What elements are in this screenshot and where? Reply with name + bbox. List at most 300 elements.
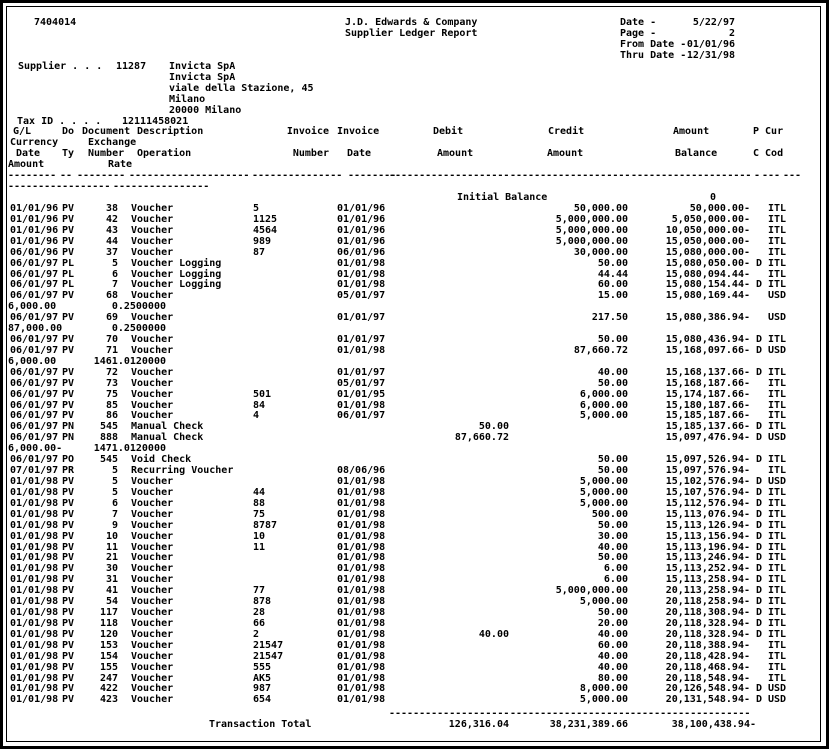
amount-balance: 15,097,576.94- bbox=[665, 465, 750, 477]
document-type: PV bbox=[62, 476, 75, 487]
document-type: PV bbox=[62, 639, 75, 651]
currency-code: ITL bbox=[768, 410, 787, 422]
document-type: PV bbox=[62, 563, 75, 575]
from-date-value: 01/01/96 bbox=[686, 39, 735, 50]
invoice-date: 01/01/96 bbox=[337, 203, 386, 214]
amount-balance: 15,113,126.94- bbox=[665, 519, 750, 531]
document-number: 73 bbox=[105, 377, 118, 389]
ledger-row bbox=[0, 269, 829, 280]
ledger-exchange-row bbox=[0, 356, 829, 367]
description: Voucher bbox=[131, 585, 174, 597]
document-type: PV bbox=[62, 530, 75, 542]
column-header-line-3 bbox=[0, 148, 829, 159]
invoice-number: 77 bbox=[253, 585, 266, 597]
description: Voucher bbox=[131, 563, 174, 575]
gl-date: 01/01/98 bbox=[10, 508, 59, 520]
invoice-number: 5 bbox=[253, 203, 260, 214]
gl-date: 06/01/97 bbox=[10, 410, 59, 422]
gl-date: 06/01/97 bbox=[10, 421, 59, 433]
exchange-rate: 1471.0120000 bbox=[93, 443, 166, 455]
description: Voucher bbox=[131, 639, 174, 651]
thru-date-value: 12/31/98 bbox=[686, 50, 735, 61]
document-number: 44 bbox=[105, 235, 118, 247]
ruler-segment: -------------------- bbox=[510, 708, 631, 719]
invoice-number: 4 bbox=[253, 410, 260, 422]
description: Voucher bbox=[131, 672, 174, 684]
document-type: PN bbox=[62, 432, 75, 444]
currency-code: ITL bbox=[768, 672, 787, 684]
invoice-number: 11 bbox=[253, 541, 266, 553]
invoice-date: 01/01/96 bbox=[337, 235, 386, 247]
invoice-date: 08/06/96 bbox=[337, 465, 386, 477]
ledger-row bbox=[0, 432, 829, 443]
description: Voucher bbox=[131, 399, 174, 411]
invoice-date: 01/01/98 bbox=[337, 596, 386, 608]
amount-balance: 15,080,050.00- bbox=[665, 257, 750, 269]
amount-balance: 50,000.00- bbox=[689, 203, 750, 214]
currency-code: USD bbox=[768, 694, 787, 706]
credit-amount: 44.44 bbox=[597, 268, 628, 280]
document-type: PL bbox=[62, 279, 75, 291]
amount-balance: 20,126,548.94- bbox=[665, 683, 750, 695]
currency-code: ITL bbox=[768, 508, 787, 520]
ledger-row bbox=[0, 694, 829, 705]
page-label: Page - bbox=[620, 28, 657, 39]
ledger-exchange-row bbox=[0, 323, 829, 334]
description: Voucher bbox=[131, 650, 174, 662]
amount-balance: 5,050,000.00- bbox=[671, 213, 750, 225]
credit-amount: 500.00 bbox=[591, 508, 628, 520]
currency-code: ITL bbox=[768, 213, 787, 225]
ruler-segment: ---------------- bbox=[113, 181, 210, 192]
document-number: 69 bbox=[105, 312, 118, 324]
col-p-cur: P Cur bbox=[753, 126, 784, 137]
description: Voucher bbox=[131, 410, 174, 422]
amount-balance: 20,118,328.94- bbox=[665, 617, 750, 629]
description: Voucher bbox=[131, 497, 174, 509]
invoice-number: 987 bbox=[253, 683, 272, 695]
invoice-date: 01/01/98 bbox=[337, 268, 386, 280]
col-invoice-date: Invoice bbox=[337, 126, 380, 137]
credit-amount: 80.00 bbox=[597, 672, 628, 684]
amount-balance: 15,050,000.00- bbox=[665, 235, 750, 247]
credit-amount: 20.00 bbox=[597, 617, 628, 629]
document-number: 85 bbox=[105, 399, 118, 411]
description: Voucher Logging bbox=[131, 257, 222, 269]
amount-balance: 15,097,526.94- bbox=[665, 454, 750, 466]
credit-amount: 50.00 bbox=[597, 465, 628, 477]
currency-amount: 6,000.00 bbox=[8, 301, 57, 313]
col-currency-amount: Amount bbox=[8, 159, 45, 170]
document-number: 6 bbox=[111, 268, 118, 280]
invoice-number: 4564 bbox=[253, 224, 278, 236]
report-id: 7404014 bbox=[34, 17, 77, 28]
exchange-rate: 0.2500000 bbox=[111, 323, 166, 335]
page-value: 2 bbox=[728, 28, 735, 39]
currency-code: USD bbox=[768, 312, 787, 324]
col-currency: Currency bbox=[10, 137, 59, 148]
ledger-row bbox=[0, 214, 829, 225]
document-number: 120 bbox=[99, 628, 118, 640]
document-type: PL bbox=[62, 268, 75, 280]
invoice-date: 01/01/98 bbox=[337, 683, 386, 695]
amount-balance: 20,118,468.94- bbox=[665, 661, 750, 673]
ledger-row bbox=[0, 389, 829, 400]
currency-code: ITL bbox=[768, 334, 787, 346]
amount-balance: 20,118,428.94- bbox=[665, 650, 750, 662]
document-type: PV bbox=[62, 486, 75, 498]
invoice-number: 501 bbox=[253, 388, 272, 400]
amount-balance: 15,113,156.94- bbox=[665, 530, 750, 542]
col-number: Number bbox=[88, 148, 125, 159]
supplier-name: Invicta SpA bbox=[169, 61, 236, 72]
pc-flag: D bbox=[756, 574, 763, 586]
invoice-number: 1125 bbox=[253, 213, 278, 225]
totals-ruler bbox=[0, 708, 829, 719]
invoice-date: 01/01/98 bbox=[337, 628, 386, 640]
ledger-exchange-row bbox=[0, 443, 829, 454]
credit-amount: 40.00 bbox=[597, 661, 628, 673]
gl-date: 06/01/97 bbox=[10, 257, 59, 269]
document-number: 37 bbox=[105, 246, 118, 258]
invoice-date: 01/01/98 bbox=[337, 661, 386, 673]
col-date: Date bbox=[16, 148, 41, 159]
currency-code: ITL bbox=[768, 257, 787, 269]
pc-flag: D bbox=[756, 497, 763, 509]
gl-date: 06/01/97 bbox=[10, 388, 59, 400]
gl-date: 01/01/98 bbox=[10, 596, 59, 608]
ledger-row bbox=[0, 410, 829, 421]
pc-flag: D bbox=[756, 334, 763, 346]
thru-date-label: Thru Date - bbox=[620, 50, 687, 61]
gl-date: 06/01/97 bbox=[10, 377, 59, 389]
document-number: 154 bbox=[99, 650, 118, 662]
column-header-line-2 bbox=[0, 137, 829, 148]
supplier-line bbox=[0, 61, 829, 72]
pc-flag: D bbox=[756, 344, 763, 356]
currency-code: USD bbox=[768, 476, 787, 487]
ledger-row bbox=[0, 662, 829, 673]
document-number: 43 bbox=[105, 224, 118, 236]
document-type: PV bbox=[62, 410, 75, 422]
gl-date: 06/01/97 bbox=[10, 344, 59, 356]
document-type: PV bbox=[62, 388, 75, 400]
currency-code: ITL bbox=[768, 246, 787, 258]
pc-flag: D bbox=[756, 607, 763, 619]
description: Manual Check bbox=[131, 432, 204, 444]
document-number: 38 bbox=[105, 203, 118, 214]
ruler-segment: -------- bbox=[77, 170, 126, 181]
description: Voucher bbox=[131, 552, 174, 564]
amount-balance: 15,080,094.44- bbox=[665, 268, 750, 280]
pc-flag: D bbox=[756, 508, 763, 520]
currency-code: ITL bbox=[768, 421, 787, 433]
supplier-address-3: Milano bbox=[169, 94, 206, 105]
description: Voucher bbox=[131, 661, 174, 673]
ledger-row bbox=[0, 258, 829, 269]
amount-balance: 15,168,097.66- bbox=[665, 344, 750, 356]
supplier-address-line bbox=[0, 72, 829, 83]
document-number: 5 bbox=[111, 257, 118, 269]
ledger-row bbox=[0, 651, 829, 662]
description: Voucher bbox=[131, 290, 174, 302]
description: Voucher bbox=[131, 224, 174, 236]
gl-date: 01/01/98 bbox=[10, 574, 59, 586]
invoice-date: 01/01/98 bbox=[337, 585, 386, 597]
description: Voucher bbox=[131, 246, 174, 258]
currency-code: ITL bbox=[768, 388, 787, 400]
description: Voucher bbox=[131, 203, 174, 214]
currency-code: ITL bbox=[768, 268, 787, 280]
initial-balance-line bbox=[0, 192, 829, 203]
document-type: PV bbox=[62, 617, 75, 629]
invoice-date: 01/01/98 bbox=[337, 497, 386, 509]
pc-flag: D bbox=[756, 366, 763, 378]
document-number: 7 bbox=[111, 508, 118, 520]
gl-date: 06/01/97 bbox=[10, 290, 59, 302]
document-number: 86 bbox=[105, 410, 118, 422]
col-description: Description bbox=[137, 126, 204, 137]
debit-amount: 50.00 bbox=[478, 421, 509, 433]
invoice-number: 654 bbox=[253, 694, 272, 706]
credit-amount: 8,000.00 bbox=[579, 683, 628, 695]
supplier-address-2: viale della Stazione, 45 bbox=[169, 83, 314, 94]
amount-balance: 20,118,328.94- bbox=[665, 628, 750, 640]
amount-balance: 10,050,000.00- bbox=[665, 224, 750, 236]
document-type: PV bbox=[62, 607, 75, 619]
credit-amount: 60.00 bbox=[597, 639, 628, 651]
ledger-row bbox=[0, 596, 829, 607]
invoice-number: 555 bbox=[253, 661, 272, 673]
pc-flag: D bbox=[756, 476, 763, 487]
description: Manual Check bbox=[131, 421, 204, 433]
ruler-segment: -------------------- bbox=[631, 170, 752, 181]
ledger-row bbox=[0, 542, 829, 553]
credit-amount: 217.50 bbox=[591, 312, 628, 324]
ledger-row bbox=[0, 498, 829, 509]
credit-amount: 50.00 bbox=[597, 377, 628, 389]
gl-date: 01/01/98 bbox=[10, 563, 59, 575]
invoice-number: 88 bbox=[253, 497, 266, 509]
pc-flag: D bbox=[756, 279, 763, 291]
amount-balance: 15,080,000.00- bbox=[665, 246, 750, 258]
currency-code: USD bbox=[768, 432, 787, 444]
credit-amount: 5,000.00 bbox=[579, 476, 628, 487]
currency-code: ITL bbox=[768, 541, 787, 553]
description: Voucher bbox=[131, 388, 174, 400]
report-title: Supplier Ledger Report bbox=[345, 28, 478, 39]
document-number: 422 bbox=[99, 683, 118, 695]
amount-balance: 20,118,258.94- bbox=[665, 596, 750, 608]
currency-amount: 87,000.00 bbox=[8, 323, 63, 335]
invoice-date: 05/01/97 bbox=[337, 377, 386, 389]
ledger-row bbox=[0, 247, 829, 258]
document-type: PV bbox=[62, 344, 75, 356]
document-type: PV bbox=[62, 683, 75, 695]
currency-code: ITL bbox=[768, 497, 787, 509]
transaction-total-line bbox=[0, 719, 829, 730]
column-header-line-4 bbox=[0, 159, 829, 170]
invoice-date: 01/01/98 bbox=[337, 399, 386, 411]
credit-amount: 40.00 bbox=[597, 541, 628, 553]
supplier-address-1: Invicta SpA bbox=[169, 72, 236, 83]
gl-date: 06/01/96 bbox=[10, 246, 59, 258]
currency-amount: 6,000.00- bbox=[8, 443, 63, 455]
currency-code: ITL bbox=[768, 519, 787, 531]
invoice-date: 01/01/97 bbox=[337, 312, 386, 324]
ruler-segment: --- bbox=[762, 170, 781, 181]
document-number: 247 bbox=[99, 672, 118, 684]
gl-date: 01/01/98 bbox=[10, 519, 59, 531]
document-type: PV bbox=[62, 213, 75, 225]
document-number: 41 bbox=[105, 585, 118, 597]
document-number: 888 bbox=[99, 432, 118, 444]
gl-date: 01/01/98 bbox=[10, 628, 59, 640]
invoice-date: 01/01/98 bbox=[337, 694, 386, 706]
ruler-segment: -------- bbox=[8, 170, 57, 181]
amount-balance: 15,113,076.94- bbox=[665, 508, 750, 520]
ledger-row bbox=[0, 585, 829, 596]
description: Voucher bbox=[131, 334, 174, 346]
ledger-row bbox=[0, 236, 829, 247]
pc-flag: D bbox=[756, 486, 763, 498]
description: Voucher bbox=[131, 344, 174, 356]
document-type: PV bbox=[62, 661, 75, 673]
document-number: 7 bbox=[111, 279, 118, 291]
gl-date: 06/01/97 bbox=[10, 366, 59, 378]
currency-code: USD bbox=[768, 344, 787, 356]
ledger-row bbox=[0, 476, 829, 487]
description: Voucher bbox=[131, 596, 174, 608]
amount-balance: 15,174,187.66- bbox=[665, 388, 750, 400]
credit-amount: 15.00 bbox=[597, 290, 628, 302]
ledger-row bbox=[0, 345, 829, 356]
currency-code: ITL bbox=[768, 563, 787, 575]
currency-code: ITL bbox=[768, 617, 787, 629]
document-type: PN bbox=[62, 421, 75, 433]
supplier-address-line bbox=[0, 105, 829, 116]
document-number: 9 bbox=[111, 519, 118, 531]
document-type: PV bbox=[62, 552, 75, 564]
document-type: PR bbox=[62, 465, 75, 477]
col-do: Do bbox=[62, 126, 75, 137]
document-number: 11 bbox=[105, 541, 118, 553]
amount-balance: 20,118,548.94- bbox=[665, 672, 750, 684]
report-header-line-3 bbox=[0, 39, 829, 50]
document-type: PV bbox=[62, 497, 75, 509]
invoice-number: AK5 bbox=[253, 672, 272, 684]
gl-date: 01/01/98 bbox=[10, 661, 59, 673]
amount-balance: 15,113,246.94- bbox=[665, 552, 750, 564]
description: Void Check bbox=[131, 454, 192, 466]
amount-balance: 20,118,388.94- bbox=[665, 639, 750, 651]
credit-amount: 5,000.00 bbox=[579, 486, 628, 498]
credit-amount: 5,000,000.00 bbox=[555, 235, 628, 247]
col-invoice-date-2: Date bbox=[347, 148, 372, 159]
ledger-row bbox=[0, 312, 829, 323]
col-gl: G/L bbox=[13, 126, 32, 137]
document-type: PV bbox=[62, 508, 75, 520]
document-type: PV bbox=[62, 694, 75, 706]
col-invoice-number: Invoice bbox=[286, 126, 329, 137]
currency-code: USD bbox=[768, 290, 787, 302]
document-number: 118 bbox=[99, 617, 118, 629]
invoice-date: 01/01/97 bbox=[337, 366, 386, 378]
gl-date: 01/01/96 bbox=[10, 203, 59, 214]
col-amount: Amount bbox=[673, 126, 710, 137]
col-debit: Debit bbox=[433, 126, 464, 137]
ruler-segment: -------------------- bbox=[630, 708, 751, 719]
currency-code: ITL bbox=[768, 486, 787, 498]
invoice-date: 01/01/98 bbox=[337, 563, 386, 575]
document-type: PV bbox=[62, 672, 75, 684]
ledger-row bbox=[0, 509, 829, 520]
col-operation: Operation bbox=[137, 148, 192, 159]
ledger-row bbox=[0, 618, 829, 629]
from-date-label: From Date - bbox=[620, 39, 687, 50]
col-invoice-number-2: Number bbox=[292, 148, 329, 159]
pc-flag: D bbox=[756, 519, 763, 531]
amount-balance: 15,185,187.66- bbox=[665, 410, 750, 422]
description: Voucher bbox=[131, 694, 174, 706]
credit-amount: 5,000,000.00 bbox=[555, 224, 628, 236]
description: Voucher Logging bbox=[131, 268, 222, 280]
initial-balance-value: 0 bbox=[710, 192, 717, 203]
pc-flag: D bbox=[756, 541, 763, 553]
gl-date: 06/01/97 bbox=[10, 268, 59, 280]
amount-balance: 15,102,576.94- bbox=[665, 476, 750, 487]
document-number: 153 bbox=[99, 639, 118, 651]
report-header-line-2 bbox=[0, 28, 829, 39]
currency-code: ITL bbox=[768, 585, 787, 597]
amount-balance: 15,080,169.44- bbox=[665, 290, 750, 302]
ruler-segment: -------------------- bbox=[510, 170, 631, 181]
document-number: 42 bbox=[105, 213, 118, 225]
document-number: 10 bbox=[105, 530, 118, 542]
transaction-total-label: Transaction Total bbox=[209, 719, 312, 730]
invoice-date: 05/01/97 bbox=[337, 290, 386, 302]
gl-date: 01/01/98 bbox=[10, 486, 59, 498]
invoice-date: 01/01/98 bbox=[337, 344, 386, 356]
currency-code: ITL bbox=[768, 574, 787, 586]
currency-code: ITL bbox=[768, 377, 787, 389]
document-number: 30 bbox=[105, 563, 118, 575]
header-ruler-continuation bbox=[0, 181, 829, 192]
ledger-row bbox=[0, 279, 829, 290]
invoice-number: 8787 bbox=[253, 519, 278, 531]
gl-date: 01/01/98 bbox=[10, 694, 59, 706]
col-credit: Credit bbox=[548, 126, 585, 137]
description: Voucher bbox=[131, 312, 174, 324]
currency-code: ITL bbox=[768, 366, 787, 378]
document-type: PO bbox=[62, 454, 75, 466]
ruler-segment: -------------------- bbox=[389, 708, 510, 719]
gl-date: 01/01/98 bbox=[10, 585, 59, 597]
description: Voucher bbox=[131, 486, 174, 498]
document-number: 5 bbox=[111, 486, 118, 498]
invoice-number: 878 bbox=[253, 596, 272, 608]
invoice-date: 01/01/98 bbox=[337, 476, 386, 487]
ledger-row bbox=[0, 225, 829, 236]
description: Voucher Logging bbox=[131, 279, 222, 291]
document-type: PV bbox=[62, 628, 75, 640]
invoice-date: 01/01/98 bbox=[337, 486, 386, 498]
credit-amount: 50,000.00 bbox=[573, 203, 628, 214]
document-type: PV bbox=[62, 334, 75, 346]
document-type: PV bbox=[62, 519, 75, 531]
col-debit-amount: Amount bbox=[437, 148, 474, 159]
credit-amount: 50.00 bbox=[597, 519, 628, 531]
